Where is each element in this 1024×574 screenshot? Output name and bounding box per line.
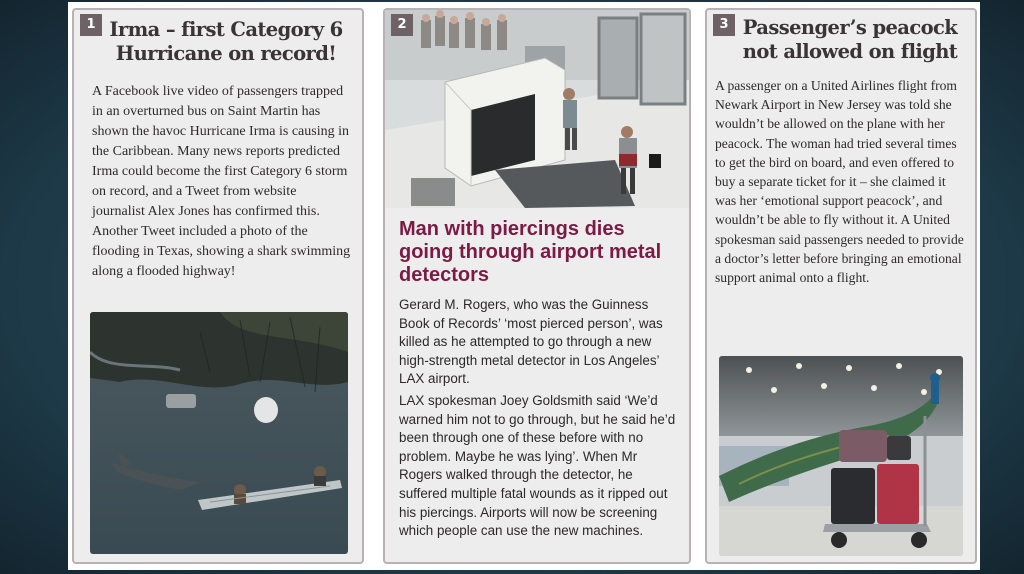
peacock-on-luggage-cart-photo bbox=[719, 356, 963, 556]
story-body bbox=[399, 296, 679, 544]
story-headline: Irma – first Category 6 Hurricane on record! bbox=[109, 18, 343, 65]
story-body: A passenger on a United Airlines flight from Newark Airport in New Jersey was told she wouldn’t be allowed on the plane with her peacock. The woman had tried several times to get the bird on board, and even offered to buy a separate ticket for it – she claimed it was her ‘emotional support peacock’, and wouldn’t be able to fly without it. A United spokesman said passengers needed to provide a doctor’s letter before bringing an emotional support animal onto a flight. bbox=[715, 78, 964, 286]
story-paragraph: Gerard M. Rogers, who was the Guinness Book of Records’ ‘most pierced person’, was killed as he attempted to go through a new high-strength metal detector in Los Angeles’ LAX airport. bbox=[399, 297, 663, 387]
newspaper-page bbox=[68, 2, 980, 570]
story-card-1 bbox=[72, 8, 364, 564]
story-headline: Man with piercings dies going through airport metal detectors bbox=[399, 218, 662, 286]
story-number-badge: 2 bbox=[391, 14, 413, 36]
story-card-2 bbox=[383, 8, 691, 564]
story-headline: Passenger’s peacock not allowed on flight bbox=[742, 16, 958, 63]
airport-security-scanner-photo bbox=[385, 10, 689, 208]
story-number-badge: 3 bbox=[713, 14, 735, 36]
story-card-3 bbox=[705, 8, 977, 564]
story-paragraph: LAX spokesman Joey Goldsmith said ‘We’d warned him not to go through, but he said he’d been through one of these before with no problem. Maybe he was lying’. When Mr Rogers walked through the detector, he suffered multiple fatal wounds as it ripped out his piercings. Airports will now be screening which people can use the new machines. bbox=[399, 392, 676, 539]
story-body: A Facebook live video of passengers trapped in an overturned bus on Saint Martin has shown the havoc Hurricane Irma is causing in the Caribbean. Many news reports predicted Irma could become the first Category 6 storm on record, and a Tweet from website journalist Alex Jones has confirmed this. Another Tweet included a photo of the flooding in Texas, showing a shark swimming along a flooded highway! bbox=[92, 84, 351, 279]
flooded-highway-shark-photo bbox=[90, 312, 348, 554]
story-number-badge: 1 bbox=[80, 14, 102, 36]
